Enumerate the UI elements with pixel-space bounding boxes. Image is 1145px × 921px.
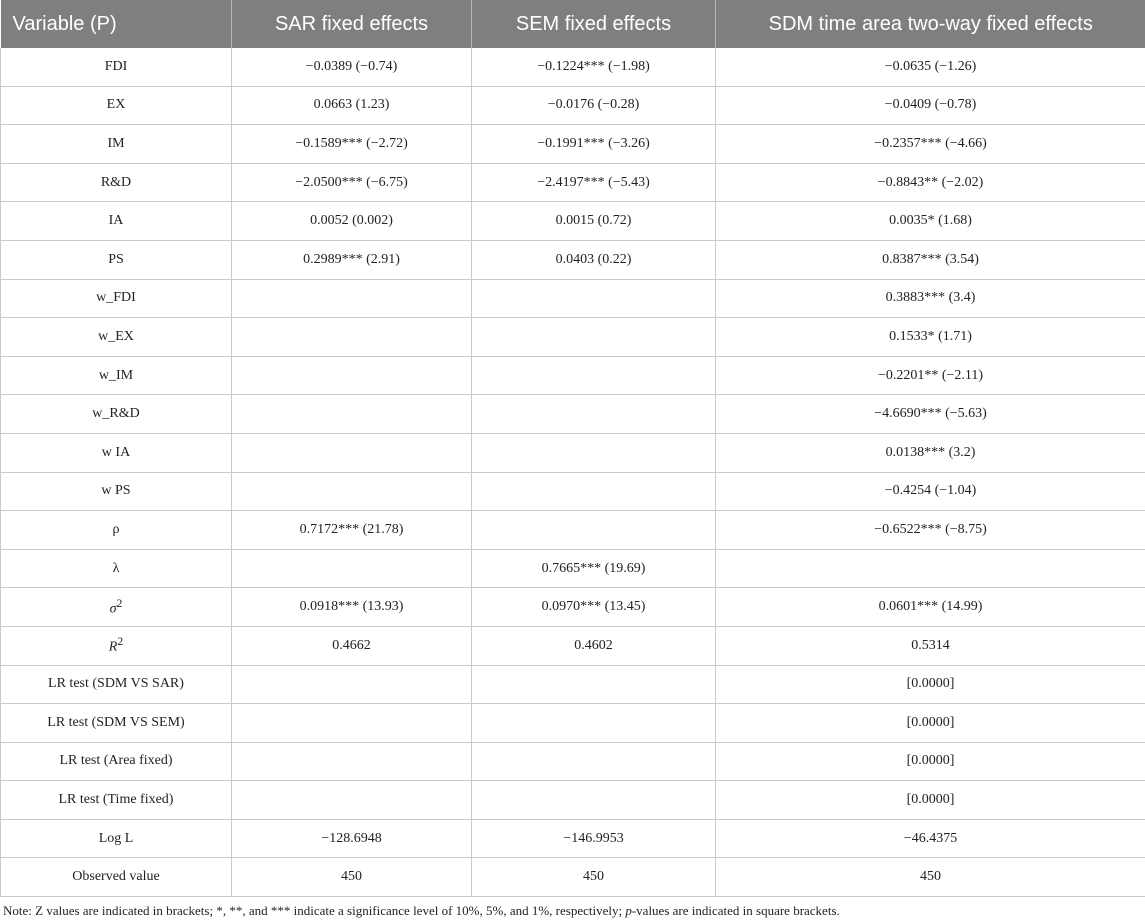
- table-row: [1, 704, 1145, 743]
- row-label-text: w_R&D: [92, 406, 140, 422]
- cell-sdm: −0.2357*** (−4.66): [716, 125, 1145, 164]
- table-row: [1, 742, 1145, 781]
- cell-sem: −2.4197*** (−5.43): [472, 163, 716, 202]
- cell-sdm: [0.0000]: [716, 665, 1145, 704]
- cell-sem: [472, 781, 716, 820]
- cell-sem: 0.0970*** (13.45): [472, 588, 716, 627]
- table-row: [1, 202, 1145, 241]
- cell-sar: 450: [232, 858, 472, 897]
- cell-sar: [232, 472, 472, 511]
- cell-sem: [472, 279, 716, 318]
- table-row: [1, 588, 1145, 627]
- cell-sdm: [0.0000]: [716, 781, 1145, 820]
- row-label: [1, 511, 232, 550]
- row-label-text: IM: [107, 135, 125, 151]
- row-label: [1, 48, 232, 86]
- row-label-text: σ: [109, 601, 117, 617]
- cell-sem: [472, 433, 716, 472]
- row-label: [1, 781, 232, 820]
- cell-sar: 0.2989*** (2.91): [232, 240, 472, 279]
- note-text-end: -values are indicated in square brackets.: [631, 903, 840, 918]
- table-row: [1, 781, 1145, 820]
- row-label-text: Observed value: [72, 869, 160, 885]
- row-label-text: w PS: [101, 483, 131, 499]
- row-label-text: LR test (Area fixed): [59, 753, 173, 769]
- cell-sdm: −0.0635 (−1.26): [716, 48, 1145, 86]
- row-label-superscript: 2: [117, 635, 124, 649]
- header-variable: Variable (P): [1, 0, 232, 48]
- cell-sar: −128.6948: [232, 819, 472, 858]
- cell-sdm: −0.0409 (−0.78): [716, 86, 1145, 125]
- row-label: [1, 86, 232, 125]
- cell-sar: 0.4662: [232, 626, 472, 665]
- cell-sdm: 0.1533* (1.71): [716, 318, 1145, 357]
- table-row: [1, 86, 1145, 125]
- table-note: [3, 903, 840, 919]
- row-label: [1, 742, 232, 781]
- row-label: [1, 819, 232, 858]
- row-label-superscript: 2: [116, 596, 123, 610]
- row-label: [1, 125, 232, 164]
- row-label-text: w_IM: [98, 367, 134, 383]
- row-label: [1, 163, 232, 202]
- row-label: [1, 318, 232, 357]
- cell-sdm: [0.0000]: [716, 704, 1145, 743]
- table-row: [1, 48, 1145, 86]
- cell-sar: 0.0918*** (13.93): [232, 588, 472, 627]
- cell-sar: 0.0052 (0.002): [232, 202, 472, 241]
- table-row: [1, 626, 1145, 665]
- cell-sem: [472, 511, 716, 550]
- cell-sar: [232, 395, 472, 434]
- cell-sar: −0.1589*** (−2.72): [232, 125, 472, 164]
- table-row: [1, 163, 1145, 202]
- row-label-text: FDI: [104, 58, 128, 74]
- table-row: [1, 472, 1145, 511]
- cell-sem: [472, 742, 716, 781]
- row-label: [1, 240, 232, 279]
- cell-sar: [232, 781, 472, 820]
- cell-sdm: −0.2201** (−2.11): [716, 356, 1145, 395]
- cell-sem: −0.1224*** (−1.98): [472, 48, 716, 86]
- cell-sem: 0.0015 (0.72): [472, 202, 716, 241]
- cell-sar: [232, 279, 472, 318]
- cell-sdm: [716, 549, 1145, 588]
- cell-sar: [232, 665, 472, 704]
- cell-sem: −0.1991*** (−3.26): [472, 125, 716, 164]
- cell-sar: [232, 433, 472, 472]
- row-label-text: EX: [106, 97, 126, 113]
- cell-sdm: [0.0000]: [716, 742, 1145, 781]
- row-label-text: w_FDI: [96, 290, 136, 306]
- cell-sem: 0.0403 (0.22): [472, 240, 716, 279]
- cell-sem: [472, 704, 716, 743]
- cell-sdm: 0.0138*** (3.2): [716, 433, 1145, 472]
- row-label-text: IA: [108, 213, 124, 229]
- header-row: [1, 0, 1145, 48]
- row-label-text: PS: [108, 251, 124, 267]
- header-sem: SEM fixed effects: [472, 0, 716, 48]
- table-row: [1, 356, 1145, 395]
- cell-sdm: 0.5314: [716, 626, 1145, 665]
- cell-sdm: −0.6522*** (−8.75): [716, 511, 1145, 550]
- table-header: [1, 0, 1145, 48]
- cell-sem: [472, 472, 716, 511]
- cell-sdm: 0.8387*** (3.54): [716, 240, 1145, 279]
- table-row: [1, 240, 1145, 279]
- row-label-text: ρ: [112, 521, 120, 537]
- row-label: [1, 279, 232, 318]
- row-label: [1, 588, 232, 627]
- row-label-text: w_EX: [98, 328, 134, 344]
- cell-sar: 0.0663 (1.23): [232, 86, 472, 125]
- table-row: [1, 665, 1145, 704]
- cell-sem: [472, 356, 716, 395]
- header-sdm: SDM time area two-way fixed effects: [716, 0, 1145, 48]
- table-row: [1, 511, 1145, 550]
- row-label-text: Log L: [98, 830, 134, 846]
- cell-sem: −146.9953: [472, 819, 716, 858]
- row-label: [1, 549, 232, 588]
- table-row: [1, 858, 1145, 897]
- row-label: [1, 858, 232, 897]
- cell-sar: −0.0389 (−0.74): [232, 48, 472, 86]
- cell-sem: 0.7665*** (19.69): [472, 549, 716, 588]
- cell-sar: [232, 704, 472, 743]
- cell-sar: [232, 549, 472, 588]
- cell-sdm: 0.0601*** (14.99): [716, 588, 1145, 627]
- row-label: [1, 704, 232, 743]
- cell-sar: [232, 742, 472, 781]
- table-row: [1, 549, 1145, 588]
- cell-sar: 0.7172*** (21.78): [232, 511, 472, 550]
- row-label-text: LR test (SDM VS SEM): [47, 714, 185, 730]
- table-row: [1, 318, 1145, 357]
- row-label: [1, 202, 232, 241]
- row-label: [1, 665, 232, 704]
- cell-sem: [472, 318, 716, 357]
- note-p-italic: p: [625, 903, 632, 918]
- row-label-text: λ: [112, 560, 120, 576]
- header-sar: SAR fixed effects: [232, 0, 472, 48]
- row-label-text: R: [108, 640, 118, 656]
- cell-sdm: 0.0035* (1.68): [716, 202, 1145, 241]
- cell-sdm: 0.3883*** (3.4): [716, 279, 1145, 318]
- row-label-text: LR test (Time fixed): [58, 792, 174, 808]
- cell-sem: 450: [472, 858, 716, 897]
- row-label: [1, 395, 232, 434]
- row-label: [1, 433, 232, 472]
- table-row: [1, 819, 1145, 858]
- cell-sem: [472, 395, 716, 434]
- table-row: [1, 279, 1145, 318]
- table-row: [1, 395, 1145, 434]
- cell-sem: [472, 665, 716, 704]
- row-label: [1, 626, 232, 665]
- cell-sar: [232, 356, 472, 395]
- cell-sdm: −0.8843** (−2.02): [716, 163, 1145, 202]
- cell-sdm: −0.4254 (−1.04): [716, 472, 1145, 511]
- row-label-text: LR test (SDM VS SAR): [48, 676, 184, 692]
- table-row: [1, 433, 1145, 472]
- table-body: [1, 48, 1145, 897]
- cell-sar: [232, 318, 472, 357]
- cell-sdm: 450: [716, 858, 1145, 897]
- note-text: Note: Z values are indicated in brackets; *, **, and *** indicate a significance level of 10%, 5%, and 1%, respectively;: [3, 903, 626, 918]
- row-label: [1, 356, 232, 395]
- cell-sem: 0.4602: [472, 626, 716, 665]
- row-label-text: R&D: [100, 174, 132, 190]
- row-label-text: w IA: [101, 444, 131, 460]
- cell-sar: −2.0500*** (−6.75): [232, 163, 472, 202]
- table-row: [1, 125, 1145, 164]
- cell-sem: −0.0176 (−0.28): [472, 86, 716, 125]
- row-label: [1, 472, 232, 511]
- cell-sdm: −46.4375: [716, 819, 1145, 858]
- cell-sdm: −4.6690*** (−5.63): [716, 395, 1145, 434]
